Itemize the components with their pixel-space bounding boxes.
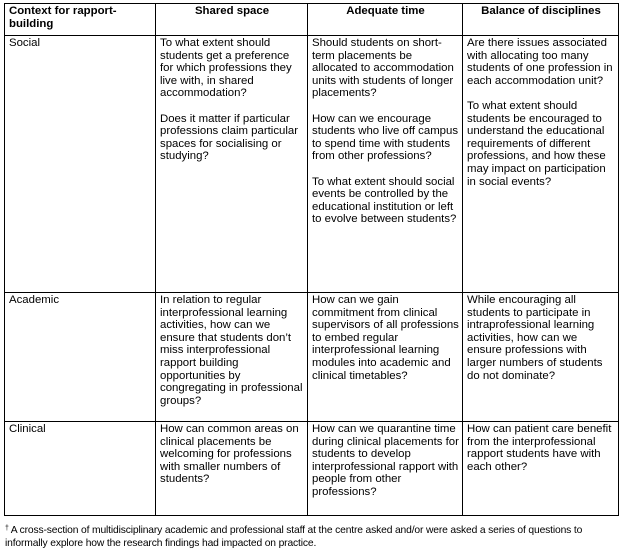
table-row-social bbox=[5, 36, 619, 293]
context-cell: Clinical bbox=[5, 422, 156, 516]
question-text: To what extent should students get a preference for which professions they live with, in shared accommodation? bbox=[160, 37, 292, 100]
question-text: How can we encourage students who live off campus to spend time with students from other professions? bbox=[312, 112, 459, 163]
question-text: To what extent should social events be controlled by the educational institution or left to evolve between students? bbox=[312, 175, 457, 226]
shared-space-cell bbox=[156, 422, 308, 516]
shared-space-cell bbox=[156, 36, 308, 293]
question-text: In relation to regular interprofessional learning activities, how can we ensure that students don’t miss interprofessional rapport building opportunities by congregating in professional groups? bbox=[160, 294, 303, 407]
balance-cell bbox=[463, 293, 619, 422]
header-shared-space: Shared space bbox=[156, 4, 308, 36]
context-cell: Academic bbox=[5, 293, 156, 422]
table-row-clinical bbox=[5, 422, 619, 516]
balance-cell bbox=[463, 36, 619, 293]
question-text: How can we quarantine time during clinical placements for students to develop interprofessional rapport with people from other professions? bbox=[312, 423, 459, 498]
question-text: Are there issues associated with allocating too many students of one profession in each accommodation unit? bbox=[467, 37, 613, 87]
table-footnote bbox=[5, 522, 617, 550]
context-cell: Social bbox=[5, 36, 156, 293]
adequate-time-cell bbox=[308, 36, 463, 293]
footnote-text: A cross-section of multidisciplinary academic and professional staff at the centre asked and/or were asked a series of questions to informally explore how the research findings had impacted on practice. bbox=[5, 525, 583, 549]
table-row-academic bbox=[5, 293, 619, 422]
question-text: How can common areas on clinical placements be welcoming for professions with smaller numbers of students? bbox=[160, 423, 299, 486]
question-text: While encouraging all students to participate in intraprofessional learning activities, how can we ensure professions with larger numbers of students do not dominate? bbox=[467, 294, 603, 382]
question-text: Should students on short-term placements be allocated to accommodation units with students of longer placements? bbox=[312, 37, 454, 100]
questions-table bbox=[4, 3, 619, 516]
header-balance-of-disciplines: Balance of disciplines bbox=[463, 4, 619, 36]
question-text: How can we gain commitment from clinical supervisors of all professions to embed regular interprofessional learning modules into academic and clinical timetables? bbox=[312, 294, 459, 382]
shared-space-cell bbox=[156, 293, 308, 422]
adequate-time-cell bbox=[308, 422, 463, 516]
footnote-marker: † bbox=[5, 525, 9, 532]
question-text: Does it matter if particular professions claim particular spaces for socialising or studying? bbox=[160, 112, 299, 163]
header-adequate-time: Adequate time bbox=[308, 4, 463, 36]
adequate-time-cell bbox=[308, 293, 463, 422]
question-text: To what extent should students be encouraged to understand the educational requirements of different professions, and how these may impact on participation in social events? bbox=[467, 99, 606, 188]
balance-cell bbox=[463, 422, 619, 516]
header-row bbox=[5, 4, 619, 36]
header-context: Context for rapport-building bbox=[5, 4, 156, 36]
question-text: How can patient care benefit from the interprofessional rapport students have with each other? bbox=[467, 423, 612, 473]
